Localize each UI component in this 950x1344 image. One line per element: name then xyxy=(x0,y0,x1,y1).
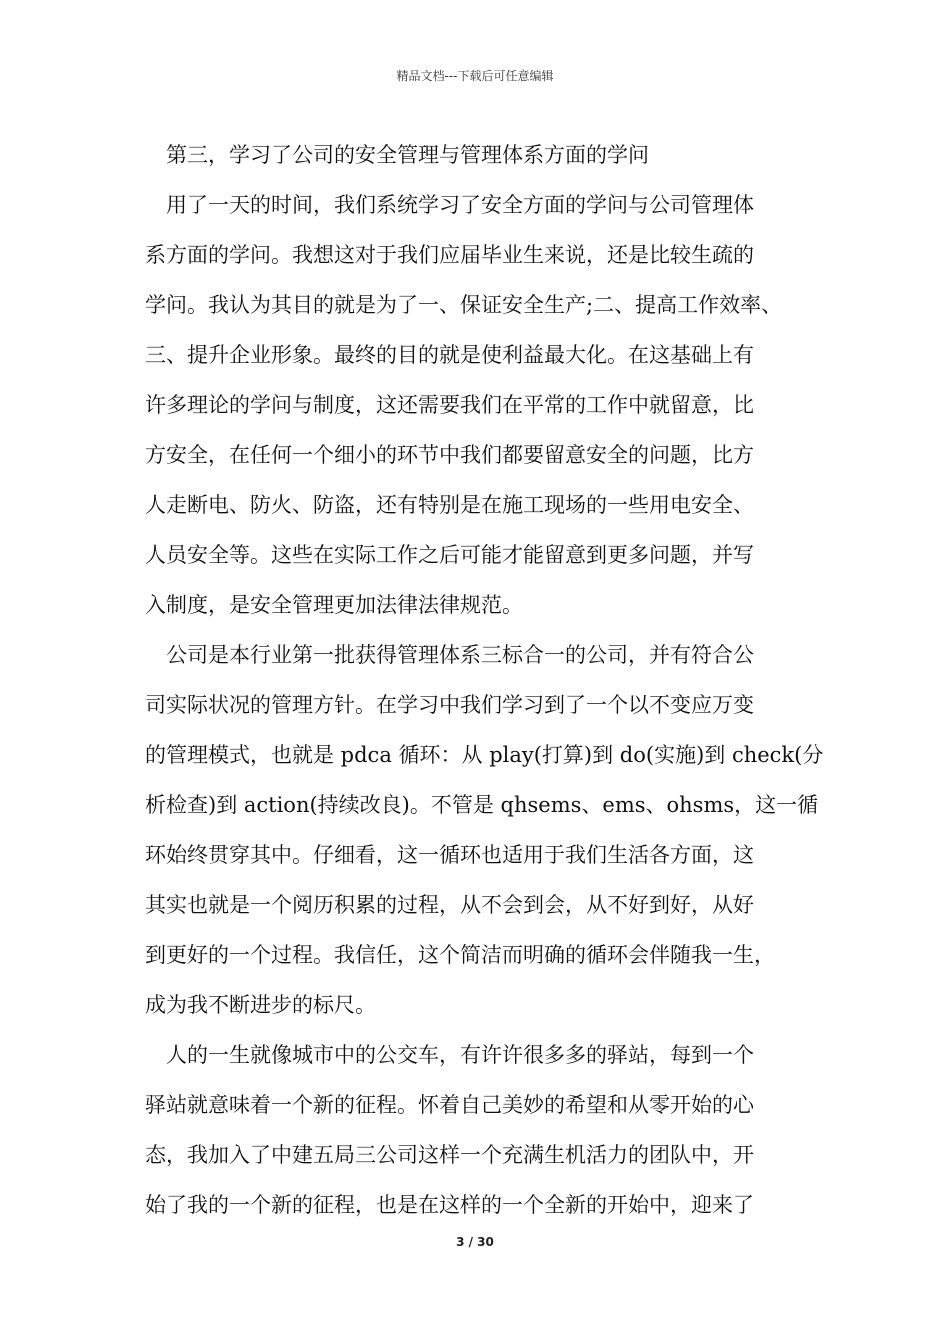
paragraph-line: 人的一生就像城市中的公交车，有许许很多多的驿站，每到一个 xyxy=(166,1043,754,1067)
paragraph-line: 系方面的学问。我想这对于我们应届毕业生来说，还是比较生疏的 xyxy=(145,243,754,267)
paragraph-line: 环始终贯穿其中。仔细看，这一循环也适用于我们生活各方面，这 xyxy=(145,843,754,867)
paragraph-line: 人走断电、防火、防盗，还有特别是在施工现场的一些用电安全、 xyxy=(145,493,754,517)
paragraph-line: 态，我加入了中建五局三公司这样一个充满生机活力的团队中，开 xyxy=(145,1143,754,1167)
paragraph-line: 学问。我认为其目的就是为了一、保证安全生产;二、提高工作效率、 xyxy=(145,293,783,317)
paragraph-line: 人员安全等。这些在实际工作之后可能才能留意到更多问题，并写 xyxy=(145,543,754,567)
page-number: 3 / 30 xyxy=(456,1235,494,1249)
paragraph-line: 入制度，是安全管理更加法律法律规范。 xyxy=(145,593,523,617)
paragraph-line: 许多理论的学问与制度，这还需要我们在平常的工作中就留意，比 xyxy=(145,393,754,417)
paragraph-line: 其实也就是一个阅历积累的过程，从不会到会，从不好到好，从好 xyxy=(145,893,754,917)
section-heading: 第三，学习了公司的安全管理与管理体系方面的学问 xyxy=(166,143,649,167)
paragraph-line: 始了我的一个新的征程，也是在这样的一个全新的开始中，迎来了 xyxy=(145,1193,754,1217)
paragraph-line: 公司是本行业第一批获得管理体系三标合一的公司，并有符合公 xyxy=(166,643,754,667)
paragraph-line: 用了一天的时间，我们系统学习了安全方面的学问与公司管理体 xyxy=(166,193,754,217)
page-header: 精品文档---下载后可任意编辑 xyxy=(396,69,554,83)
paragraph-line: 驿站就意味着一个新的征程。怀着自己美妙的希望和从零开始的心 xyxy=(145,1093,754,1117)
paragraph-line: 析检查)到 action(持续改良)。不管是 qhsems、ems、ohsms，这一循 xyxy=(145,793,819,817)
document-body xyxy=(145,130,825,1230)
paragraph-line: 的管理模式，也就是 pdca 循环：从 play(打算)到 do(实施)到 check(分 xyxy=(145,743,824,767)
paragraph-line: 司实际状况的管理方针。在学习中我们学习到了一个以不变应万变 xyxy=(145,693,754,717)
paragraph-line: 方安全，在任何一个细小的环节中我们都要留意安全的问题，比方 xyxy=(145,443,754,467)
paragraph-line: 到更好的一个过程。我信任，这个简洁而明确的循环会伴随我一生， xyxy=(145,943,775,967)
paragraph-line: 三、提升企业形象。最终的目的就是使利益最大化。在这基础上有 xyxy=(145,343,754,367)
paragraph-line: 成为我不断进步的标尺。 xyxy=(145,993,376,1017)
